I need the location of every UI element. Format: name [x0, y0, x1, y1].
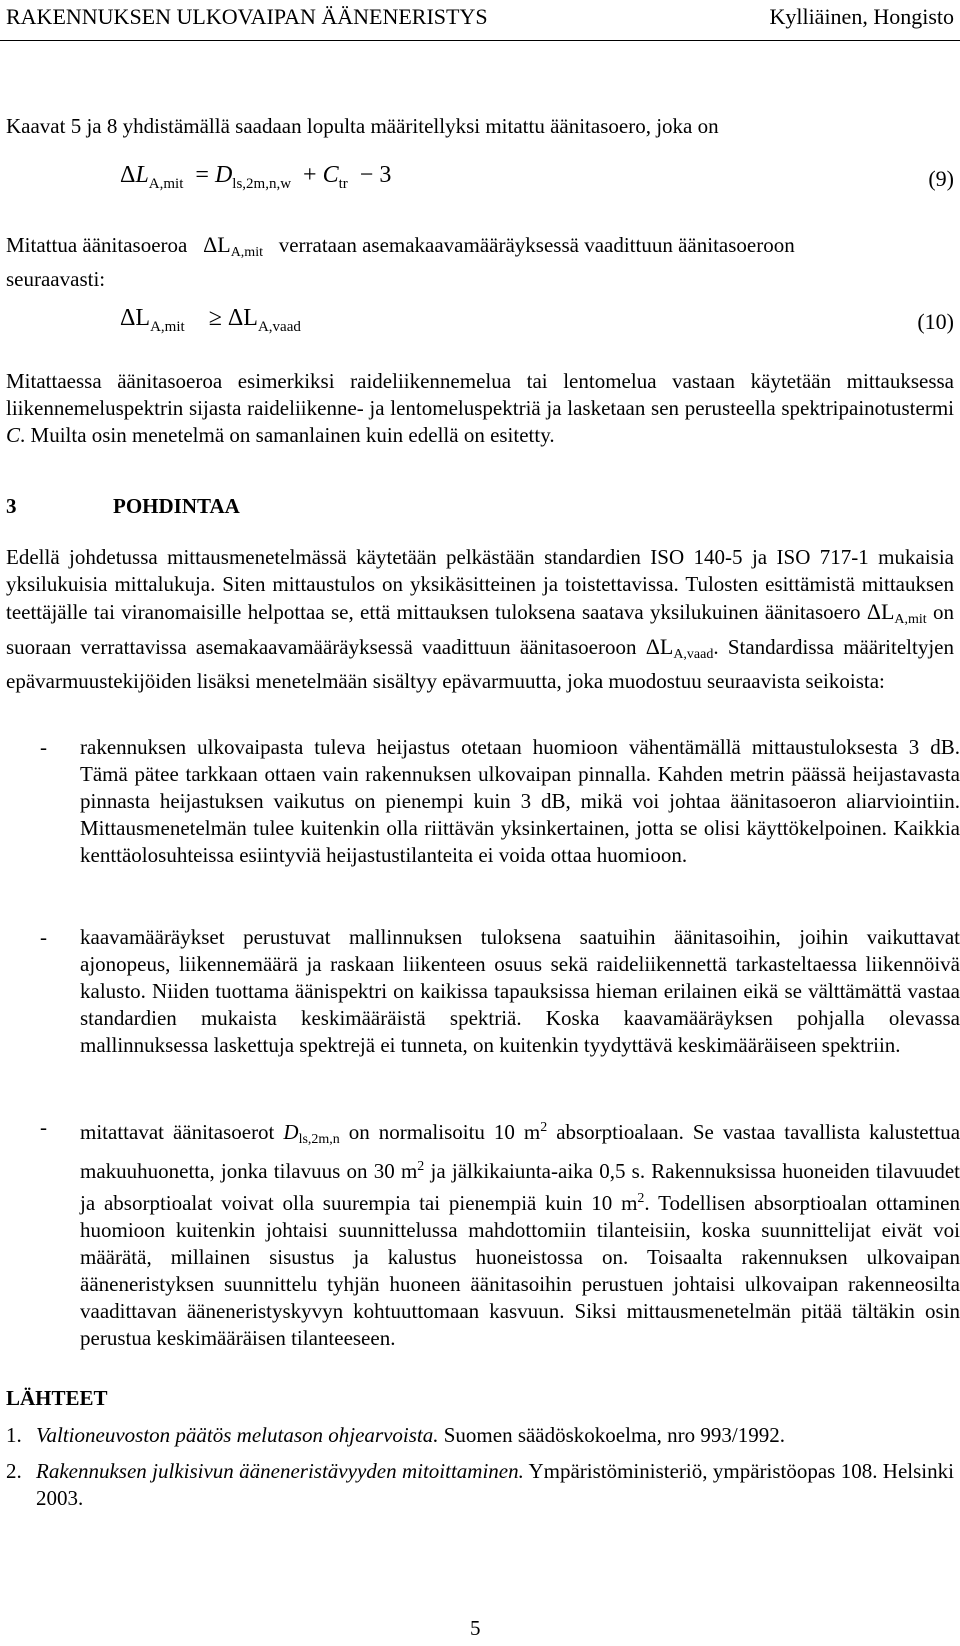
eq10-l1: ΔL: [120, 305, 151, 331]
section-heading: [6, 494, 240, 519]
para4-text-a: Edellä johdetussa mittausmenetelmässä käytetään pelkästään standardien ISO 140-5 ja ISO 717-1 mukaisia yksilukuisia mittalukuja. Siten mittaustulos on yksikäsitteinen ja toistettavissa. Tulosten esittämistä mittauksen teettäjälle tai viranomaisille helpottaa se, että mittauksen tuloksena saatava yksilukuinen äänitasoero: [6, 545, 954, 624]
eq9-equals: =: [195, 162, 209, 188]
para3-end: . Muilta osin menetelmä on samanlainen kuin edellä on esitetty.: [20, 423, 555, 447]
section-number: 3: [6, 494, 17, 518]
eq9-d: D: [214, 162, 233, 188]
para3-c: C: [6, 423, 21, 447]
b3-sup-1: 2: [540, 1120, 548, 1135]
ref-2-source: Ympäristöministeriö, ympäristöopas 108. Helsinki 2003.: [36, 1459, 954, 1510]
bullet-dash: -: [40, 735, 47, 759]
intro-paragraph: Kaavat 5 ja 8 yhdistämällä saadaan lopulta määritellyksi mitattu äänitasoero, joka on: [6, 114, 719, 138]
equation-10-number: (10): [917, 309, 954, 334]
b3-text-a: mitattavat äänitasoerot: [80, 1120, 275, 1144]
section-title: POHDINTAA: [113, 494, 240, 518]
bullet-2-text: kaavamääräykset perustuvat mallinnuksen tuloksena saatuihin äänitasoihin, joihin vaikuttavat ajonopeus, liikennemäärä ja raskaan liikenteen osuus sekä raideliikennettä tarkasteltaessa liikennöivä kalusto. Niiden tuottama äänispektri on kaikissa tapauksissa hieman erilainen eikä se välttämättä vastaa standardien mukaista keskimääräistä spektriä. Koska kaavamääräyksen pohjalla olevassa mallinnuksessa laskettuja spektrejä ei tunneta, on kuitenkin tyydyttävä keskimääräiseen spektriin.: [80, 925, 960, 1057]
ref-1-text: [36, 1422, 954, 1449]
para3-text: Mitattaessa äänitasoeroa esimerkiksi raideliikennemelua tai lentomelua vastaan käytetään mittauksessa liikennemeluspektrin sijasta raideliikenne- ja lentomeluspektriä ja lasketaan sen perusteella spektripainotustermi: [6, 369, 954, 420]
page-number: 5: [470, 1616, 481, 1640]
b3-text-d: ja jälkikaiunta-aika 0,5 s. Rakennuksissa huoneiden tilavuudet ja absorptioalat voivat olla suurempia tai pienempiä kuin 10 m: [80, 1159, 960, 1215]
equation-9-number: (9): [928, 166, 954, 191]
b3-text-e: . Todellisen absorptioalan ottaminen huomioon kuitenkin johtaisi suunnittelussa mahdottomiin tilanteisiin, koska suunnittelijat eivät voi määrätä, millainen sisustus ja kalustus huoneistossa on. Toisaalta rakennuksen ulkovaipan ääneneristyksen suunnittelu tyhjän huoneen äänitasoihin perustuen johtaisi ulkovaipan rakenneosilta vaadittavan ääneneristyskyvyn kohtuuttomaan kasvuun. Siksi mittausmenetelmän pitää tältäkin osin perustua keskimääräisen tilanteeseen.: [80, 1191, 960, 1350]
eq9-three: 3: [379, 162, 392, 188]
para2-symbol-sub: A,mit: [230, 245, 263, 260]
para4-text-b: on suoraan verrattavissa asemakaavamääräyksessä vaadittuun äänitasoeroon: [6, 600, 955, 659]
ref-1-number: 1.: [6, 1423, 22, 1447]
para4-symbol-1-sub: A,mit: [894, 612, 927, 627]
paragraph-2: [6, 231, 954, 293]
references-heading: LÄHTEET: [6, 1386, 108, 1410]
eq10-l2: ΔL: [227, 305, 258, 331]
b3-d: D: [283, 1120, 299, 1144]
para2-text-c: seuraavasti:: [6, 267, 106, 291]
paragraph-4: [6, 544, 954, 695]
paragraph-3: [6, 368, 954, 449]
eq10-ge: ≥: [208, 305, 222, 331]
equation-10: [120, 305, 301, 345]
eq10-l1-sub: A,mit: [150, 319, 185, 335]
bullet-3-text: [80, 1114, 960, 1352]
header-authors: Kylliäinen, Hongisto: [769, 4, 954, 29]
ref-1-title: Valtioneuvoston päätös melutason ohjearvoista.: [36, 1423, 439, 1447]
eq9-plus: +: [303, 162, 317, 188]
para2-text-b: verrataan asemakaavamääräyksessä vaadittuun äänitasoeroon: [278, 233, 795, 257]
ref-1-source: Suomen säädöskokoelma, nro 993/1992.: [443, 1423, 785, 1447]
para4-symbol-2-sub: A,vaad: [673, 647, 714, 662]
delta-symbol: Δ: [120, 162, 136, 188]
bullet-dash: -: [40, 1115, 47, 1139]
bullet-1-text: rakennuksen ulkovaipasta tuleva heijastus otetaan huomioon vähentämällä mittaustuloksesta 3 dB. Tämä pätee tarkkaan ottaen vain rakennuksen ulkovaipan pinnalla. Kahden metrin päässä heijastavasta pinnasta heijastuksen vaikutus on pienempi kuin 3 dB, mikä voi johtaa äänitasoeron aliarviointiin. Mittausmenetelmän tulee kuitenkin olla riittävän yksinkertainen, jotta se olisi käyttökelpoinen. Kaikkia kenttäolosuhteissa esiintyviä heijastustilanteita ei voida ottaa huomioon.: [80, 735, 960, 867]
ref-2-number: 2.: [6, 1459, 22, 1483]
ref-2-text: [36, 1458, 954, 1512]
b3-text-b: on normalisoitu 10 m: [348, 1120, 541, 1144]
eq9-l: L: [135, 162, 149, 188]
b3-d-sub: ls,2m,n: [298, 1132, 340, 1147]
eq9-c: C: [322, 162, 339, 188]
para4-symbol-2: ΔL: [645, 634, 674, 659]
eq10-l2-sub: A,vaad: [257, 319, 301, 335]
b3-sup-2: 2: [417, 1159, 425, 1174]
running-header: [0, 0, 960, 41]
para2-text-a: Mitattua äänitasoeroa: [6, 233, 188, 257]
b3-sup-3: 2: [637, 1191, 645, 1206]
bullet-dash: -: [40, 925, 47, 949]
ref-2-title: Rakennuksen julkisivun ääneneristävyyden mitoittaminen.: [36, 1459, 524, 1483]
para2-symbol: ΔL: [203, 232, 231, 257]
equation-9: [120, 162, 391, 202]
header-title: RAKENNUKSEN ULKOVAIPAN ÄÄNENERISTYS: [6, 4, 488, 29]
para4-symbol-1: ΔL: [866, 599, 895, 624]
eq9-l-sub: A,mit: [148, 176, 184, 192]
para4-text-c: . Standardissa määriteltyjen epävarmuustekijöiden lisäksi menetelmään sisältyy epävarmuutta, joka muodostuu seuraavista seikoista:: [6, 635, 954, 693]
b3-text-c: absorptioalaan. Se vastaa tavallista kalustettua makuuhuonetta, jonka tilavuus on 30 m: [80, 1120, 960, 1183]
eq9-c-sub: tr: [338, 176, 348, 192]
eq9-minus: −: [359, 162, 374, 188]
eq9-d-sub: ls,2m,n,w: [232, 176, 292, 192]
